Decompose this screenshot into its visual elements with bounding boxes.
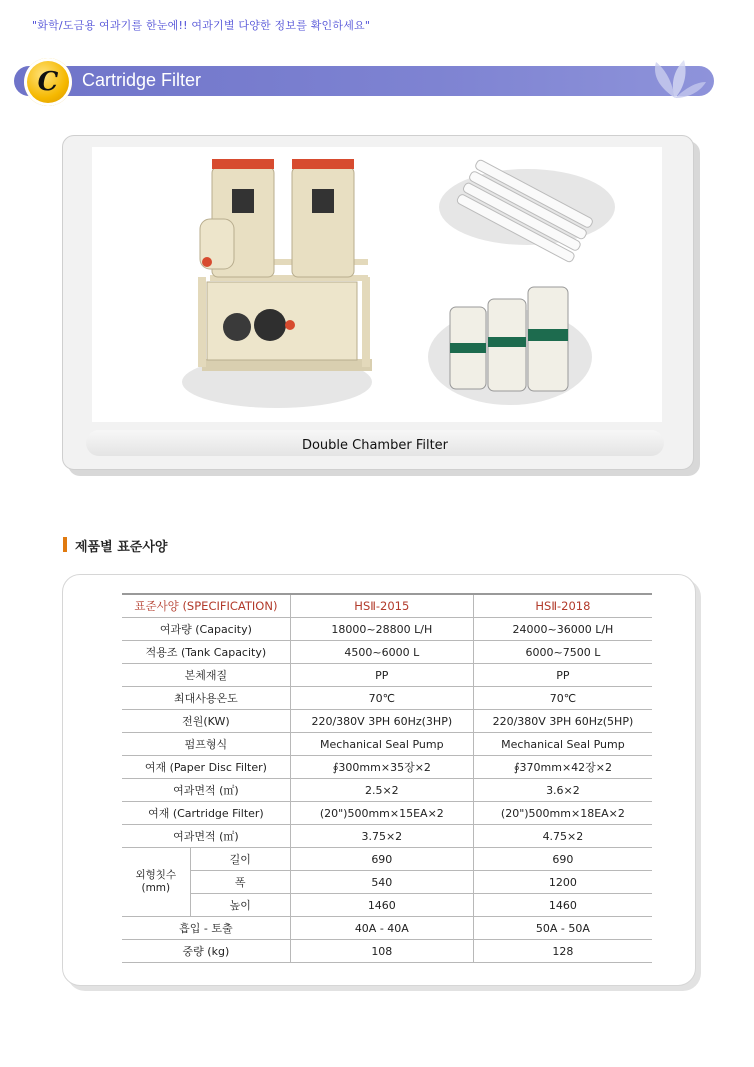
table-row	[122, 710, 652, 733]
badge-letter: C	[37, 67, 59, 97]
product-photo	[92, 147, 662, 422]
row-value-hs2015: 108	[290, 940, 473, 963]
row-value-hs2018: Mechanical Seal Pump	[473, 733, 652, 756]
row-label: 중량 (kg)	[122, 940, 290, 963]
row-value-hs2015: 220/380V 3PH 60Hz(3HP)	[290, 710, 473, 733]
row-value-hs2018: 50A - 50A	[473, 917, 652, 940]
page-title: Cartridge Filter	[82, 70, 202, 90]
row-value-hs2015: 40A - 40A	[290, 917, 473, 940]
table-row	[122, 802, 652, 825]
row-value-hs2015: 3.75×2	[290, 825, 473, 848]
table-row	[122, 641, 652, 664]
row-value-hs2018: 128	[473, 940, 652, 963]
model-hs2018-header: HSⅡ-2018	[473, 594, 652, 618]
row-label: 여과량 (Capacity)	[122, 618, 290, 641]
row-value-hs2018: 6000~7500 L	[473, 641, 652, 664]
top-tagline: "화학/도금용 여과기를 한눈에!! 여과기별 다양한 정보를 확인하세요"	[32, 19, 371, 32]
row-label: 높이	[190, 894, 290, 917]
row-label: 본체재질	[122, 664, 290, 687]
spec-header-row	[122, 594, 652, 618]
table-row	[122, 687, 652, 710]
row-label: 흡입 - 토출	[122, 917, 290, 940]
table-row	[122, 733, 652, 756]
row-value-hs2015: 2.5×2	[290, 779, 473, 802]
dimensions-group-text: 외형칫수 (mm)	[135, 869, 177, 894]
row-value-hs2018: 1200	[473, 871, 652, 894]
row-value-hs2015: 1460	[290, 894, 473, 917]
row-value-hs2015: Mechanical Seal Pump	[290, 733, 473, 756]
row-value-hs2015: 70℃	[290, 687, 473, 710]
row-value-hs2015: (20")500mm×15EA×2	[290, 802, 473, 825]
row-label: 여재 (Cartridge Filter)	[122, 802, 290, 825]
row-label: 여재 (Paper Disc Filter)	[122, 756, 290, 779]
model-hs2015-header: HSⅡ-2015	[290, 594, 473, 618]
filter-machine-image	[92, 147, 662, 422]
row-label: 여과면적 (㎡)	[122, 779, 290, 802]
table-row	[122, 756, 652, 779]
row-value-hs2015: 540	[290, 871, 473, 894]
row-value-hs2015: 690	[290, 848, 473, 871]
photo-caption: Double Chamber Filter	[301, 438, 449, 453]
table-row	[122, 940, 652, 963]
leaf-decoration-icon	[640, 58, 710, 102]
row-value-hs2018: 4.75×2	[473, 825, 652, 848]
table-row	[122, 618, 652, 641]
row-value-hs2015: PP	[290, 664, 473, 687]
section-title: 제품별 표준사양	[75, 540, 168, 555]
row-value-hs2018: 70℃	[473, 687, 652, 710]
table-row	[122, 894, 652, 917]
row-value-hs2015: 4500~6000 L	[290, 641, 473, 664]
row-value-hs2018: 690	[473, 848, 652, 871]
table-row	[122, 917, 652, 940]
c-badge-icon	[24, 58, 72, 106]
row-label: 펌프형식	[122, 733, 290, 756]
table-row	[122, 779, 652, 802]
row-value-hs2018: 220/380V 3PH 60Hz(5HP)	[473, 710, 652, 733]
row-label: 폭	[190, 871, 290, 894]
row-label: 최대사용온도	[122, 687, 290, 710]
row-value-hs2018: 24000~36000 L/H	[473, 618, 652, 641]
row-value-hs2018: 3.6×2	[473, 779, 652, 802]
row-value-hs2018: 1460	[473, 894, 652, 917]
dimensions-group-label	[122, 848, 190, 917]
row-value-hs2018: PP	[473, 664, 652, 687]
row-value-hs2018: (20")500mm×18EA×2	[473, 802, 652, 825]
row-value-hs2015: 18000~28800 L/H	[290, 618, 473, 641]
row-label: 전원(KW)	[122, 710, 290, 733]
spec-table	[122, 593, 652, 963]
section-marker	[63, 537, 67, 552]
table-row	[122, 848, 652, 871]
spec-header-cell: 표준사양 (SPECIFICATION)	[122, 594, 290, 618]
row-label: 여과면적 (㎡)	[122, 825, 290, 848]
row-label: 길이	[190, 848, 290, 871]
row-label: 적용조 (Tank Capacity)	[122, 641, 290, 664]
table-row	[122, 825, 652, 848]
row-value-hs2015: ∮300mm×35장×2	[290, 756, 473, 779]
row-value-hs2018: ∮370mm×42장×2	[473, 756, 652, 779]
table-row	[122, 871, 652, 894]
table-row	[122, 664, 652, 687]
